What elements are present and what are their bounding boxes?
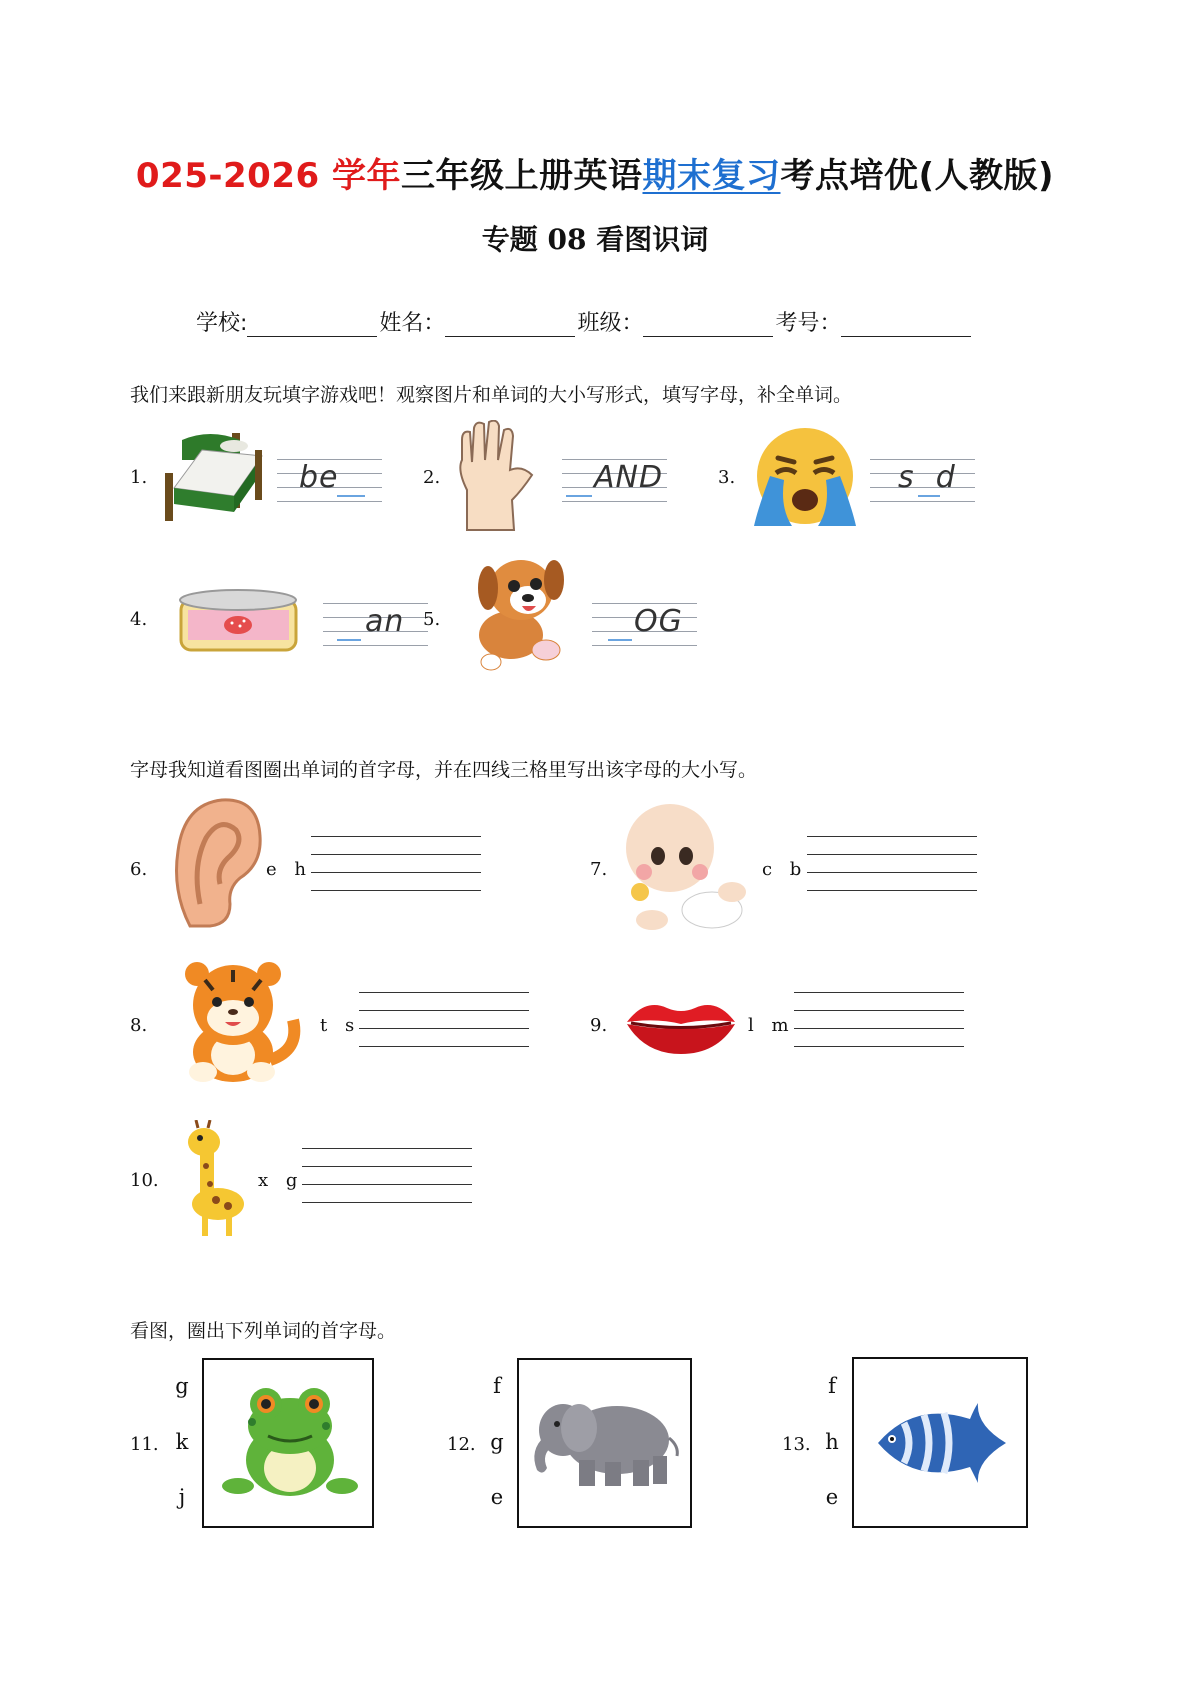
letter-choices[interactable]: c b [762,859,808,880]
fish-icon [874,1399,1008,1485]
four-line-box[interactable] [359,992,529,1050]
crying-face-icon [750,428,860,528]
answer-blank[interactable] [918,495,940,497]
item-number: 5. [423,609,441,630]
elephant-icon [527,1390,683,1490]
four-line-box[interactable] [302,1148,472,1206]
answer-blank[interactable] [337,495,365,497]
dog-icon [466,550,576,680]
student-info-line [196,306,973,337]
section2-instruction: 字母我知道看图圈出单词的首字母，并在四线三格里写出该字母的大小写。 [130,759,758,781]
class-field[interactable] [643,314,773,337]
name-field[interactable] [445,314,575,337]
school-field[interactable] [247,314,377,337]
letter-choices[interactable]: e h [266,859,312,880]
title-topic: 考点培优(人教版) [780,156,1055,196]
exam-number-field[interactable] [841,314,971,337]
page-subtitle: 专题 08 看图识词 [481,223,709,256]
item-number: 10. [130,1170,159,1191]
page-title [0,148,1190,197]
baby-icon [622,800,752,935]
answer-blank[interactable] [337,639,361,641]
ear-icon [170,796,265,928]
section3-instruction: 看图，圈出下列单词的首字母。 [130,1320,397,1342]
partial-word: an [365,604,405,639]
four-line-box[interactable] [311,836,481,894]
frog-icon [222,1382,358,1502]
picture-box [517,1358,692,1528]
title-review: 期末复习 [642,156,781,196]
partial-word: be [299,460,339,495]
item-number: 8. [130,1015,148,1036]
four-line-box[interactable] [807,836,977,894]
item-number: 7. [590,859,608,880]
item-number: 9. [590,1015,608,1036]
choice-letter[interactable]: e [825,1485,839,1509]
choice-letter[interactable]: f [828,1374,836,1398]
class-label: 班级： [577,311,644,336]
section1-instruction: 我们来跟新朋友玩填字游戏吧！观察图片和单词的大小写形式，填写字母，补全单词。 [130,384,853,406]
picture-box [202,1358,374,1528]
title-year: 025-2026 学年 [135,156,401,196]
item-number: 12. [447,1434,476,1455]
item-number: 6. [130,859,148,880]
choice-letter[interactable]: e [490,1485,504,1509]
four-line-box[interactable] [870,459,975,501]
school-label: 学校: [196,311,248,336]
choice-letter[interactable]: g [175,1374,189,1398]
choice-letter[interactable]: h [825,1430,839,1454]
choice-letter[interactable]: f [493,1374,501,1398]
four-line-box[interactable] [562,459,667,501]
four-line-box[interactable] [323,603,428,645]
hand-icon [452,420,542,535]
letter-choices[interactable]: x g [258,1170,304,1191]
can-icon [176,588,301,658]
item-number: 4. [130,609,148,630]
item-number: 13. [782,1434,811,1455]
exam-number-label: 考号： [775,311,842,336]
picture-box [852,1357,1028,1528]
tiger-icon [175,960,305,1085]
giraffe-icon [176,1120,256,1238]
lips-icon [625,996,737,1056]
four-line-box[interactable] [277,459,382,501]
partial-word: OG [634,604,683,639]
letter-choices[interactable]: t s [320,1015,361,1036]
four-line-box[interactable] [592,603,697,645]
partial-word: AND [594,460,664,495]
partial-word: s d [898,460,956,495]
title-grade: 三年级上册英语 [400,156,643,196]
answer-blank[interactable] [566,495,592,497]
choice-letter[interactable]: j [178,1485,186,1509]
choice-letter[interactable]: k [175,1430,189,1454]
four-line-box[interactable] [794,992,964,1050]
name-label: 姓名： [379,311,446,336]
item-number: 2. [423,467,441,488]
choice-letter[interactable]: g [490,1430,504,1454]
item-number: 3. [718,467,736,488]
item-number: 1. [130,467,148,488]
item-number: 11. [130,1434,159,1455]
letter-choices[interactable]: l m [748,1015,795,1036]
bed-icon [162,428,267,523]
answer-blank[interactable] [608,639,632,641]
